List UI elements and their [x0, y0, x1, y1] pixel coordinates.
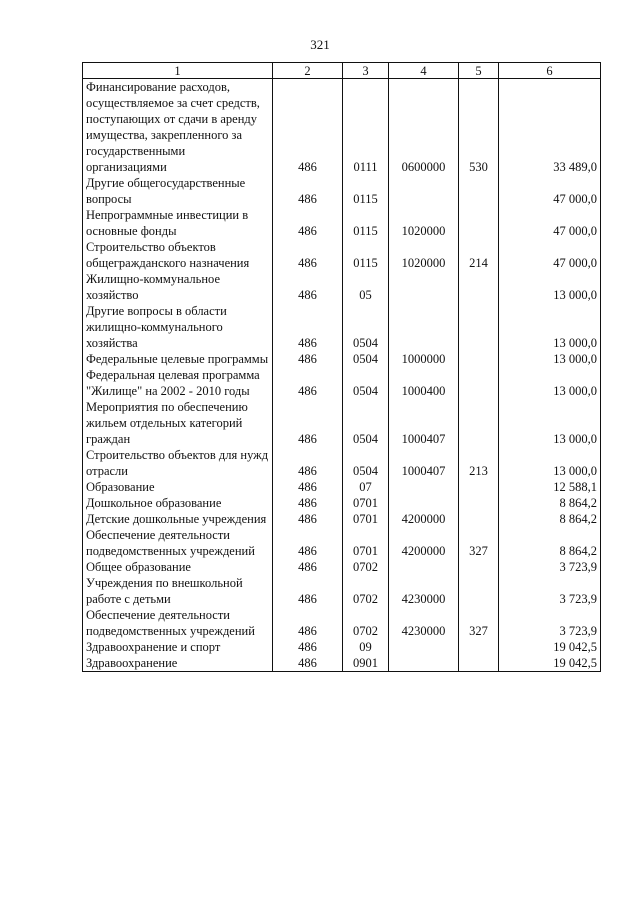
row-target-cell: 4200000: [389, 527, 459, 559]
row-expense-type-cell: [459, 271, 499, 303]
column-header: 1: [83, 63, 273, 79]
row-section-cell: 09: [343, 639, 389, 655]
row-ministry-cell: 486: [273, 607, 343, 639]
table-header-row: [83, 63, 601, 79]
row-ministry-cell: 486: [273, 175, 343, 207]
row-name-cell: Другие вопросы в области жилищно-коммунального хозяйства: [83, 303, 273, 351]
row-ministry-cell: 486: [273, 79, 343, 176]
column-header: 4: [389, 63, 459, 79]
row-name-cell: Строительство объектов для нужд отрасли: [83, 447, 273, 479]
row-target-cell: [389, 303, 459, 351]
row-section-cell: 0702: [343, 559, 389, 575]
column-header: 3: [343, 63, 389, 79]
row-section-cell: 0115: [343, 239, 389, 271]
row-section-cell: 0702: [343, 575, 389, 607]
row-expense-type-cell: [459, 511, 499, 527]
row-amount-cell: 13 000,0: [499, 271, 601, 303]
table-row: [83, 351, 601, 367]
row-ministry-cell: 486: [273, 239, 343, 271]
row-ministry-cell: 486: [273, 271, 343, 303]
table-row: [83, 495, 601, 511]
row-expense-type-cell: 213: [459, 447, 499, 479]
row-expense-type-cell: 327: [459, 527, 499, 559]
table-row: [83, 207, 601, 239]
row-target-cell: 1000000: [389, 351, 459, 367]
row-amount-cell: 47 000,0: [499, 207, 601, 239]
row-name-cell: Федеральная целевая программа "Жилище" на 2002 - 2010 годы: [83, 367, 273, 399]
table-row: [83, 559, 601, 575]
row-name-cell: Обеспечение деятельности подведомственных учреждений: [83, 527, 273, 559]
row-target-cell: 4230000: [389, 575, 459, 607]
row-ministry-cell: 486: [273, 367, 343, 399]
row-expense-type-cell: [459, 495, 499, 511]
row-ministry-cell: 486: [273, 527, 343, 559]
row-amount-cell: 12 588,1: [499, 479, 601, 495]
page-number: 321: [310, 37, 330, 52]
row-ministry-cell: 486: [273, 575, 343, 607]
row-target-cell: [389, 639, 459, 655]
column-header: 6: [499, 63, 601, 79]
row-target-cell: [389, 559, 459, 575]
row-expense-type-cell: [459, 175, 499, 207]
row-target-cell: 1000407: [389, 447, 459, 479]
row-section-cell: 0504: [343, 447, 389, 479]
row-section-cell: 0504: [343, 351, 389, 367]
row-expense-type-cell: [459, 351, 499, 367]
table-row: [83, 447, 601, 479]
table-row: [83, 607, 601, 639]
row-expense-type-cell: [459, 367, 499, 399]
row-ministry-cell: 486: [273, 479, 343, 495]
row-ministry-cell: 486: [273, 447, 343, 479]
row-ministry-cell: 486: [273, 511, 343, 527]
table-row: [83, 79, 601, 176]
row-expense-type-cell: [459, 639, 499, 655]
row-amount-cell: 19 042,5: [499, 655, 601, 672]
row-name-cell: Другие общегосударственные вопросы: [83, 175, 273, 207]
row-section-cell: 0901: [343, 655, 389, 672]
row-target-cell: 4230000: [389, 607, 459, 639]
row-name-cell: Здравоохранение: [83, 655, 273, 672]
table-row: [83, 575, 601, 607]
row-expense-type-cell: [459, 655, 499, 672]
column-header: 2: [273, 63, 343, 79]
row-name-cell: Финансирование расходов, осуществляемое за счет средств, поступающих от сдачи в аренду имущества, закрепленного за государственными организациями: [83, 79, 273, 176]
table-row: [83, 511, 601, 527]
row-amount-cell: 19 042,5: [499, 639, 601, 655]
row-ministry-cell: 486: [273, 207, 343, 239]
table-row: [83, 527, 601, 559]
row-amount-cell: 33 489,0: [499, 79, 601, 176]
row-expense-type-cell: [459, 575, 499, 607]
row-name-cell: Мероприятия по обеспечению жильем отдельных категорий граждан: [83, 399, 273, 447]
row-amount-cell: 8 864,2: [499, 527, 601, 559]
table-row: [83, 303, 601, 351]
row-section-cell: 05: [343, 271, 389, 303]
row-ministry-cell: 486: [273, 495, 343, 511]
row-target-cell: 1000400: [389, 367, 459, 399]
row-name-cell: Строительство объектов общегражданского назначения: [83, 239, 273, 271]
table-row: [83, 271, 601, 303]
row-expense-type-cell: [459, 559, 499, 575]
row-section-cell: 0115: [343, 175, 389, 207]
row-expense-type-cell: 530: [459, 79, 499, 176]
row-expense-type-cell: [459, 399, 499, 447]
row-expense-type-cell: 214: [459, 239, 499, 271]
row-name-cell: Учреждения по внешкольной работе с детьми: [83, 575, 273, 607]
row-section-cell: 0504: [343, 399, 389, 447]
row-section-cell: 0504: [343, 367, 389, 399]
row-name-cell: Образование: [83, 479, 273, 495]
row-section-cell: 0115: [343, 207, 389, 239]
row-amount-cell: 8 864,2: [499, 495, 601, 511]
row-section-cell: 0701: [343, 527, 389, 559]
row-name-cell: Непрограммные инвестиции в основные фонды: [83, 207, 273, 239]
row-target-cell: [389, 175, 459, 207]
row-target-cell: [389, 655, 459, 672]
row-section-cell: 0701: [343, 511, 389, 527]
row-expense-type-cell: [459, 207, 499, 239]
table-row: [83, 175, 601, 207]
table-row: [83, 655, 601, 672]
row-expense-type-cell: 327: [459, 607, 499, 639]
row-ministry-cell: 486: [273, 559, 343, 575]
row-section-cell: 0111: [343, 79, 389, 176]
row-target-cell: 1020000: [389, 207, 459, 239]
row-section-cell: 07: [343, 479, 389, 495]
row-amount-cell: 47 000,0: [499, 239, 601, 271]
row-name-cell: Общее образование: [83, 559, 273, 575]
table-row: [83, 399, 601, 447]
row-name-cell: Здравоохранение и спорт: [83, 639, 273, 655]
row-section-cell: 0504: [343, 303, 389, 351]
row-target-cell: 1020000: [389, 239, 459, 271]
column-header: 5: [459, 63, 499, 79]
row-target-cell: 4200000: [389, 511, 459, 527]
row-amount-cell: 3 723,9: [499, 575, 601, 607]
row-target-cell: 1000407: [389, 399, 459, 447]
row-name-cell: Детские дошкольные учреждения: [83, 511, 273, 527]
row-ministry-cell: 486: [273, 303, 343, 351]
row-amount-cell: 8 864,2: [499, 511, 601, 527]
row-target-cell: [389, 479, 459, 495]
row-expense-type-cell: [459, 479, 499, 495]
row-amount-cell: 3 723,9: [499, 607, 601, 639]
row-amount-cell: 13 000,0: [499, 303, 601, 351]
table-row: [83, 367, 601, 399]
row-amount-cell: 13 000,0: [499, 447, 601, 479]
row-amount-cell: 13 000,0: [499, 367, 601, 399]
row-target-cell: [389, 495, 459, 511]
row-ministry-cell: 486: [273, 639, 343, 655]
row-expense-type-cell: [459, 303, 499, 351]
row-target-cell: 0600000: [389, 79, 459, 176]
row-section-cell: 0701: [343, 495, 389, 511]
table-row: [83, 479, 601, 495]
table-row: [83, 639, 601, 655]
row-amount-cell: 47 000,0: [499, 175, 601, 207]
row-amount-cell: 13 000,0: [499, 351, 601, 367]
row-ministry-cell: 486: [273, 655, 343, 672]
row-ministry-cell: 486: [273, 351, 343, 367]
row-name-cell: Федеральные целевые программы: [83, 351, 273, 367]
row-name-cell: Жилищно-коммунальное хозяйство: [83, 271, 273, 303]
table-body: [83, 79, 601, 672]
table-row: [83, 239, 601, 271]
row-name-cell: Дошкольное образование: [83, 495, 273, 511]
row-amount-cell: 13 000,0: [499, 399, 601, 447]
budget-table: [82, 62, 601, 672]
row-section-cell: 0702: [343, 607, 389, 639]
row-name-cell: Обеспечение деятельности подведомственных учреждений: [83, 607, 273, 639]
row-amount-cell: 3 723,9: [499, 559, 601, 575]
row-ministry-cell: 486: [273, 399, 343, 447]
row-target-cell: [389, 271, 459, 303]
